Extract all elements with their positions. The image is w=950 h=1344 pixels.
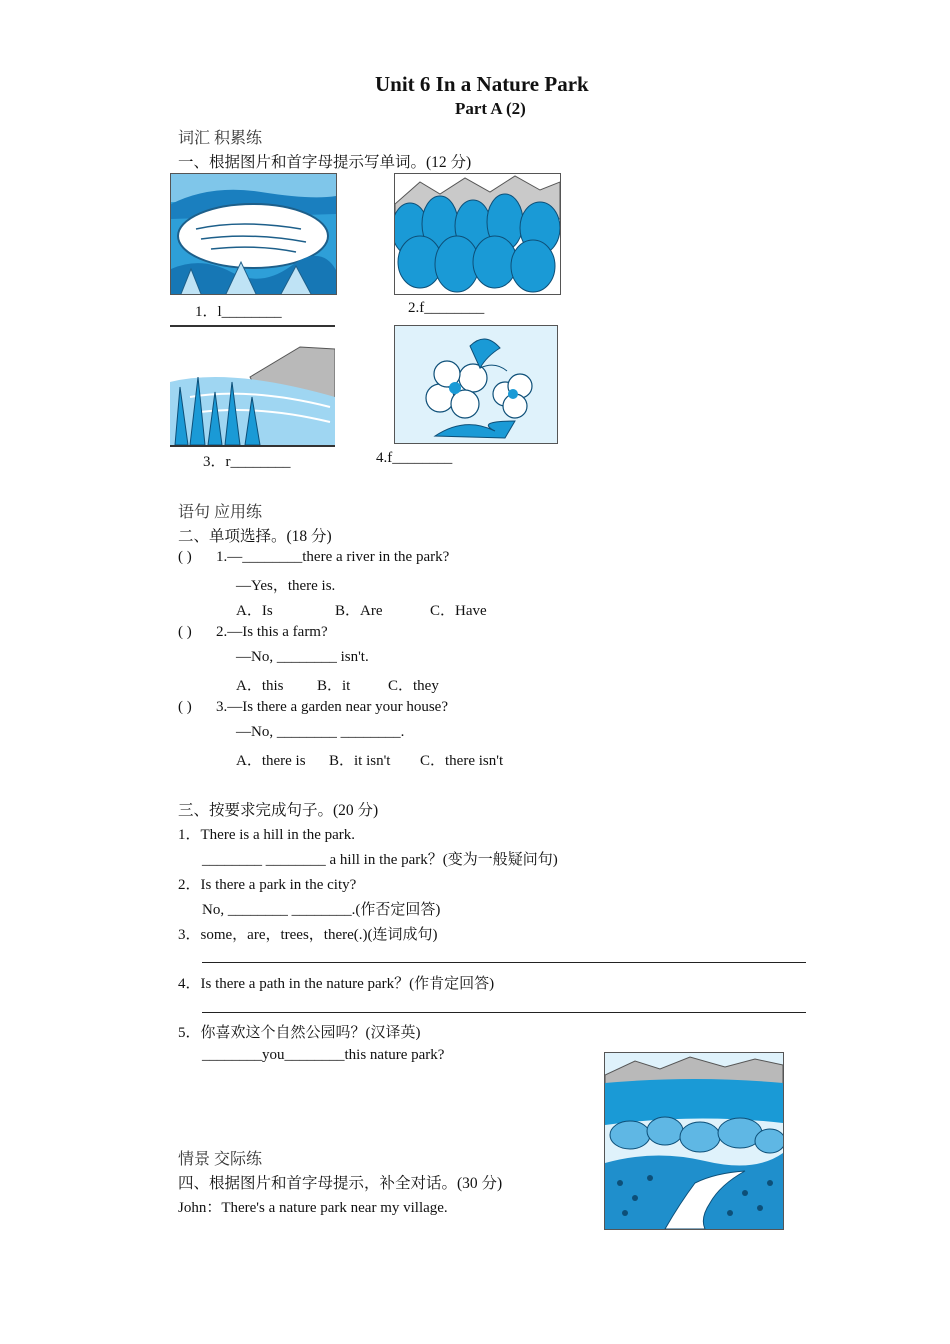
- dialogue-line-1: John：There's a nature park near my village.: [178, 1200, 448, 1216]
- section-3-heading: 三、按要求完成句子。(20 分): [178, 802, 379, 819]
- vocab-item-1: 1．l________: [195, 304, 282, 320]
- q1-option-c: C．Have: [430, 603, 487, 619]
- s3-item-5: 5．你喜欢这个自然公园吗？(汉译英): [178, 1025, 421, 1041]
- lake-illustration: [170, 173, 337, 295]
- q3-option-a: A．there is: [236, 753, 306, 769]
- q2-option-b: B．it: [317, 678, 351, 694]
- section-2-heading: 二、单项选择。(18 分): [178, 528, 332, 545]
- q3-answer: —No, ________ ________.: [236, 724, 405, 740]
- q3-option-c: C．there isn't: [420, 753, 504, 769]
- vocab-item-3: 3．r________: [203, 454, 291, 470]
- s3-item-5-answer: ________you________this nature park?: [202, 1047, 445, 1063]
- q1-answer: —Yes，there is.: [236, 578, 336, 594]
- page-subtitle: Part A (2): [455, 99, 526, 118]
- river-illustration: [170, 325, 335, 447]
- section-1-category: 词汇 积累练: [178, 130, 263, 147]
- answer-line-3[interactable]: [202, 962, 806, 963]
- forest-illustration: [394, 173, 561, 295]
- q2-option-c: C．they: [388, 678, 439, 694]
- q2-option-a: A．this: [236, 678, 284, 694]
- vocab-item-4: 4.f________: [376, 450, 453, 466]
- nature-park-illustration: [604, 1052, 784, 1230]
- s3-item-1-answer: ________ ________ a hill in the park？(变为一般疑问句): [202, 852, 558, 868]
- section-4-category: 情景 交际练: [178, 1151, 263, 1168]
- q3-bracket[interactable]: ( ): [178, 699, 192, 715]
- q1-option-b: B．Are: [335, 603, 383, 619]
- q3-stem: 3.—Is there a garden near your house?: [216, 699, 448, 715]
- s3-item-1: 1．There is a hill in the park.: [178, 827, 356, 843]
- q2-stem: 2.—Is this a farm?: [216, 624, 328, 640]
- section-4-heading: 四、根据图片和首字母提示，补全对话。(30 分): [178, 1175, 503, 1192]
- answer-line-4[interactable]: [202, 1012, 806, 1013]
- s3-item-2: 2．Is there a park in the city?: [178, 877, 357, 893]
- q2-answer: —No, ________ isn't.: [236, 649, 369, 665]
- page-title: Unit 6 In a Nature Park: [375, 72, 589, 96]
- s3-item-3: 3．some，are，trees，there(.)(连词成句): [178, 927, 438, 943]
- vocab-item-2: 2.f________: [408, 300, 485, 316]
- section-1-heading: 一、根据图片和首字母提示写单词。(12 分): [178, 154, 472, 171]
- s3-item-4: 4．Is there a path in the nature park？(作肯定回答): [178, 976, 495, 992]
- q2-bracket[interactable]: ( ): [178, 624, 192, 640]
- q1-stem: 1.—________there a river in the park?: [216, 549, 450, 565]
- q1-bracket[interactable]: ( ): [178, 549, 192, 565]
- q3-option-b: B．it isn't: [329, 753, 391, 769]
- q1-option-a: A．Is: [236, 603, 273, 619]
- section-2-category: 语句 应用练: [178, 504, 263, 521]
- flower-illustration: [394, 325, 558, 444]
- s3-item-2-answer: No, ________ ________.(作否定回答): [202, 902, 441, 918]
